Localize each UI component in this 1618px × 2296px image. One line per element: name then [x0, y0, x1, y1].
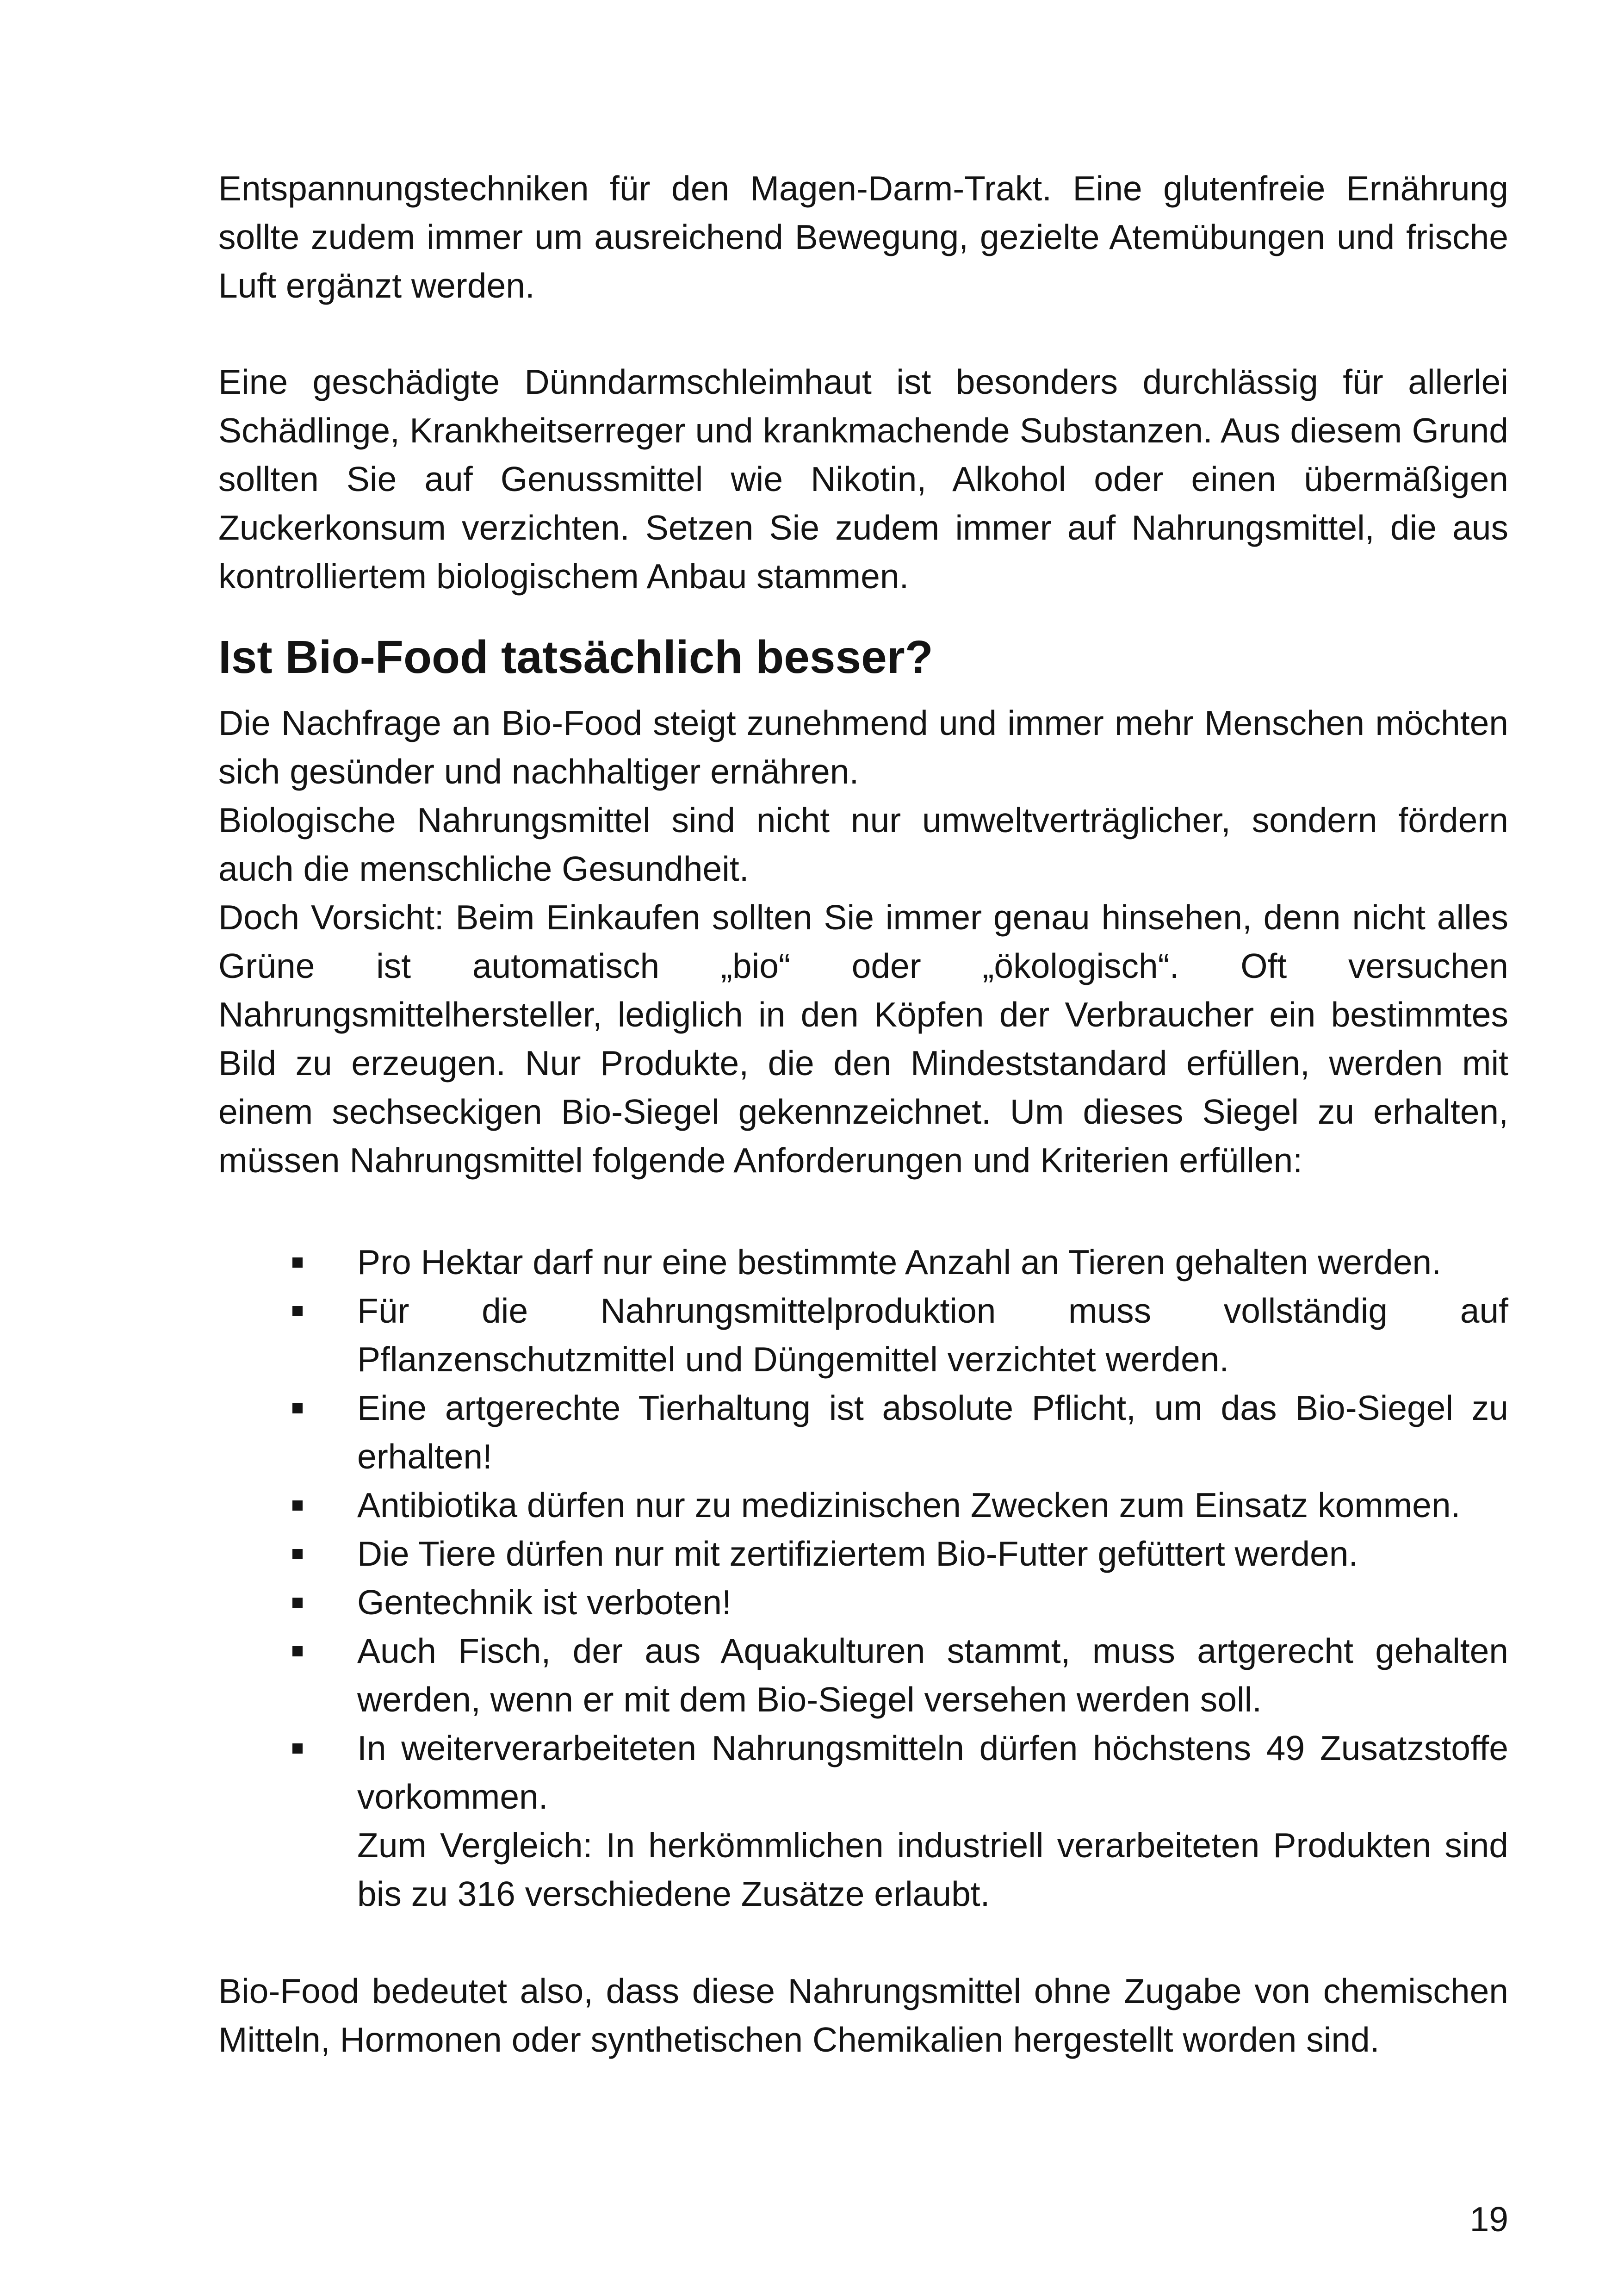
section-heading: Ist Bio-Food tatsächlich besser?: [218, 631, 933, 683]
paragraph-block: [218, 358, 1508, 601]
list-item: [218, 1287, 1508, 1384]
square-bullet-icon: [292, 1257, 303, 1268]
list-item-text: Die Tiere dürfen nur mit zertifiziertem Bio-Futter gefüttert werden.: [357, 1534, 1358, 1573]
list-item: [218, 1530, 1508, 1578]
intro-paragraph: Entspannungstechniken für den Magen-Darm-Trakt. Eine glutenfreie Ernährung sollte zudem immer um ausreichend Bewegung, gezielte Atemübungen und frische Luft ergänzt werden.: [218, 169, 1508, 305]
square-bullet-icon: [292, 1598, 303, 1608]
list-item-text: Auch Fisch, der aus Aquakulturen stammt, muss artgerecht gehalten werden, wenn er mit dem Bio-Siegel versehen werden soll.: [357, 1631, 1508, 1719]
square-bullet-icon: [292, 1549, 303, 1559]
list-item-text: Eine artgerechte Tierhaltung ist absolute Pflicht, um das Bio-Siegel zu erhalten!: [357, 1388, 1508, 1476]
square-bullet-icon: [292, 1743, 303, 1754]
criteria-list: [218, 1238, 1508, 1918]
list-item-text: In weiterverarbeiteten Nahrungsmitteln dürfen höchstens 49 Zusatzstoffe vorkommen.: [357, 1729, 1508, 1816]
section-body: [218, 699, 1508, 1185]
criteria-note: Zum Vergleich: In herkömmlichen industriell verarbeiteten Produkten sind bis zu 316 verschiedene Zusätze erlaubt.: [357, 1826, 1508, 1913]
list-item: [218, 1481, 1508, 1530]
list-item-text: Für die Nahrungsmittelproduktion muss vollständig auf Pflanzenschutzmittel und Düngemittel verzichtet werden.: [357, 1291, 1508, 1379]
closing-paragraph: Bio-Food bedeutet also, dass diese Nahrungsmittel ohne Zugabe von chemischen Mitteln, Hormonen oder synthetischen Chemikalien hergestellt worden sind.: [218, 1972, 1508, 2059]
section-paragraph: Doch Vorsicht: Beim Einkaufen sollten Sie immer genau hinsehen, denn nicht alles Grüne ist automatisch „bio“ oder „ökologisch“. Oft versuchen Nahrungsmittelhersteller, lediglich in den Köpfen der Verbraucher ein bestimmtes Bild zu erzeugen. Nur Produkte, die den Mindeststandard erfüllen, werden mit einem sechseckigen Bio-Siegel gekennzeichnet. Um dieses Siegel zu erhalten, müssen Nahrungsmittel folgende Anforderungen und Kriterien erfüllen:: [218, 898, 1508, 1180]
list-item: [218, 1578, 1508, 1627]
body-paragraph: Eine geschädigte Dünndarmschleimhaut ist besonders durchlässig für allerlei Schädlinge, Krankheitserreger und krankmachende Substanzen. Aus diesem Grund sollten Sie auf Genussmittel wie Nikotin, Alkohol oder einen übermäßigen Zuckerkonsum verzichten. Setzen Sie zudem immer auf Nahrungsmittel, die aus kontrolliertem biologischem Anbau stammen.: [218, 362, 1508, 596]
square-bullet-icon: [292, 1306, 303, 1316]
section-paragraph: Biologische Nahrungsmittel sind nicht nur umweltverträglicher, sondern fördern auch die menschliche Gesundheit.: [218, 801, 1508, 888]
square-bullet-icon: [292, 1646, 303, 1656]
list-item-text: Gentechnik ist verboten!: [357, 1583, 732, 1622]
list-item: [218, 1724, 1508, 1821]
intro-block: [218, 164, 1508, 310]
list-item-text: Pro Hektar darf nur eine bestimmte Anzahl an Tieren gehalten werden.: [357, 1243, 1441, 1282]
square-bullet-icon: [292, 1500, 303, 1511]
page-number: 19: [1469, 2200, 1508, 2239]
list-item: [218, 1384, 1508, 1481]
section-paragraph: Die Nachfrage an Bio-Food steigt zunehmend und immer mehr Menschen möchten sich gesünder und nachhaltiger ernähren.: [218, 703, 1508, 791]
list-item-text: Antibiotika dürfen nur zu medizinischen Zwecken zum Einsatz kommen.: [357, 1486, 1461, 1524]
square-bullet-icon: [292, 1403, 303, 1413]
list-item: [218, 1627, 1508, 1724]
list-item: [218, 1238, 1508, 1287]
closing-block: [218, 1967, 1508, 2064]
